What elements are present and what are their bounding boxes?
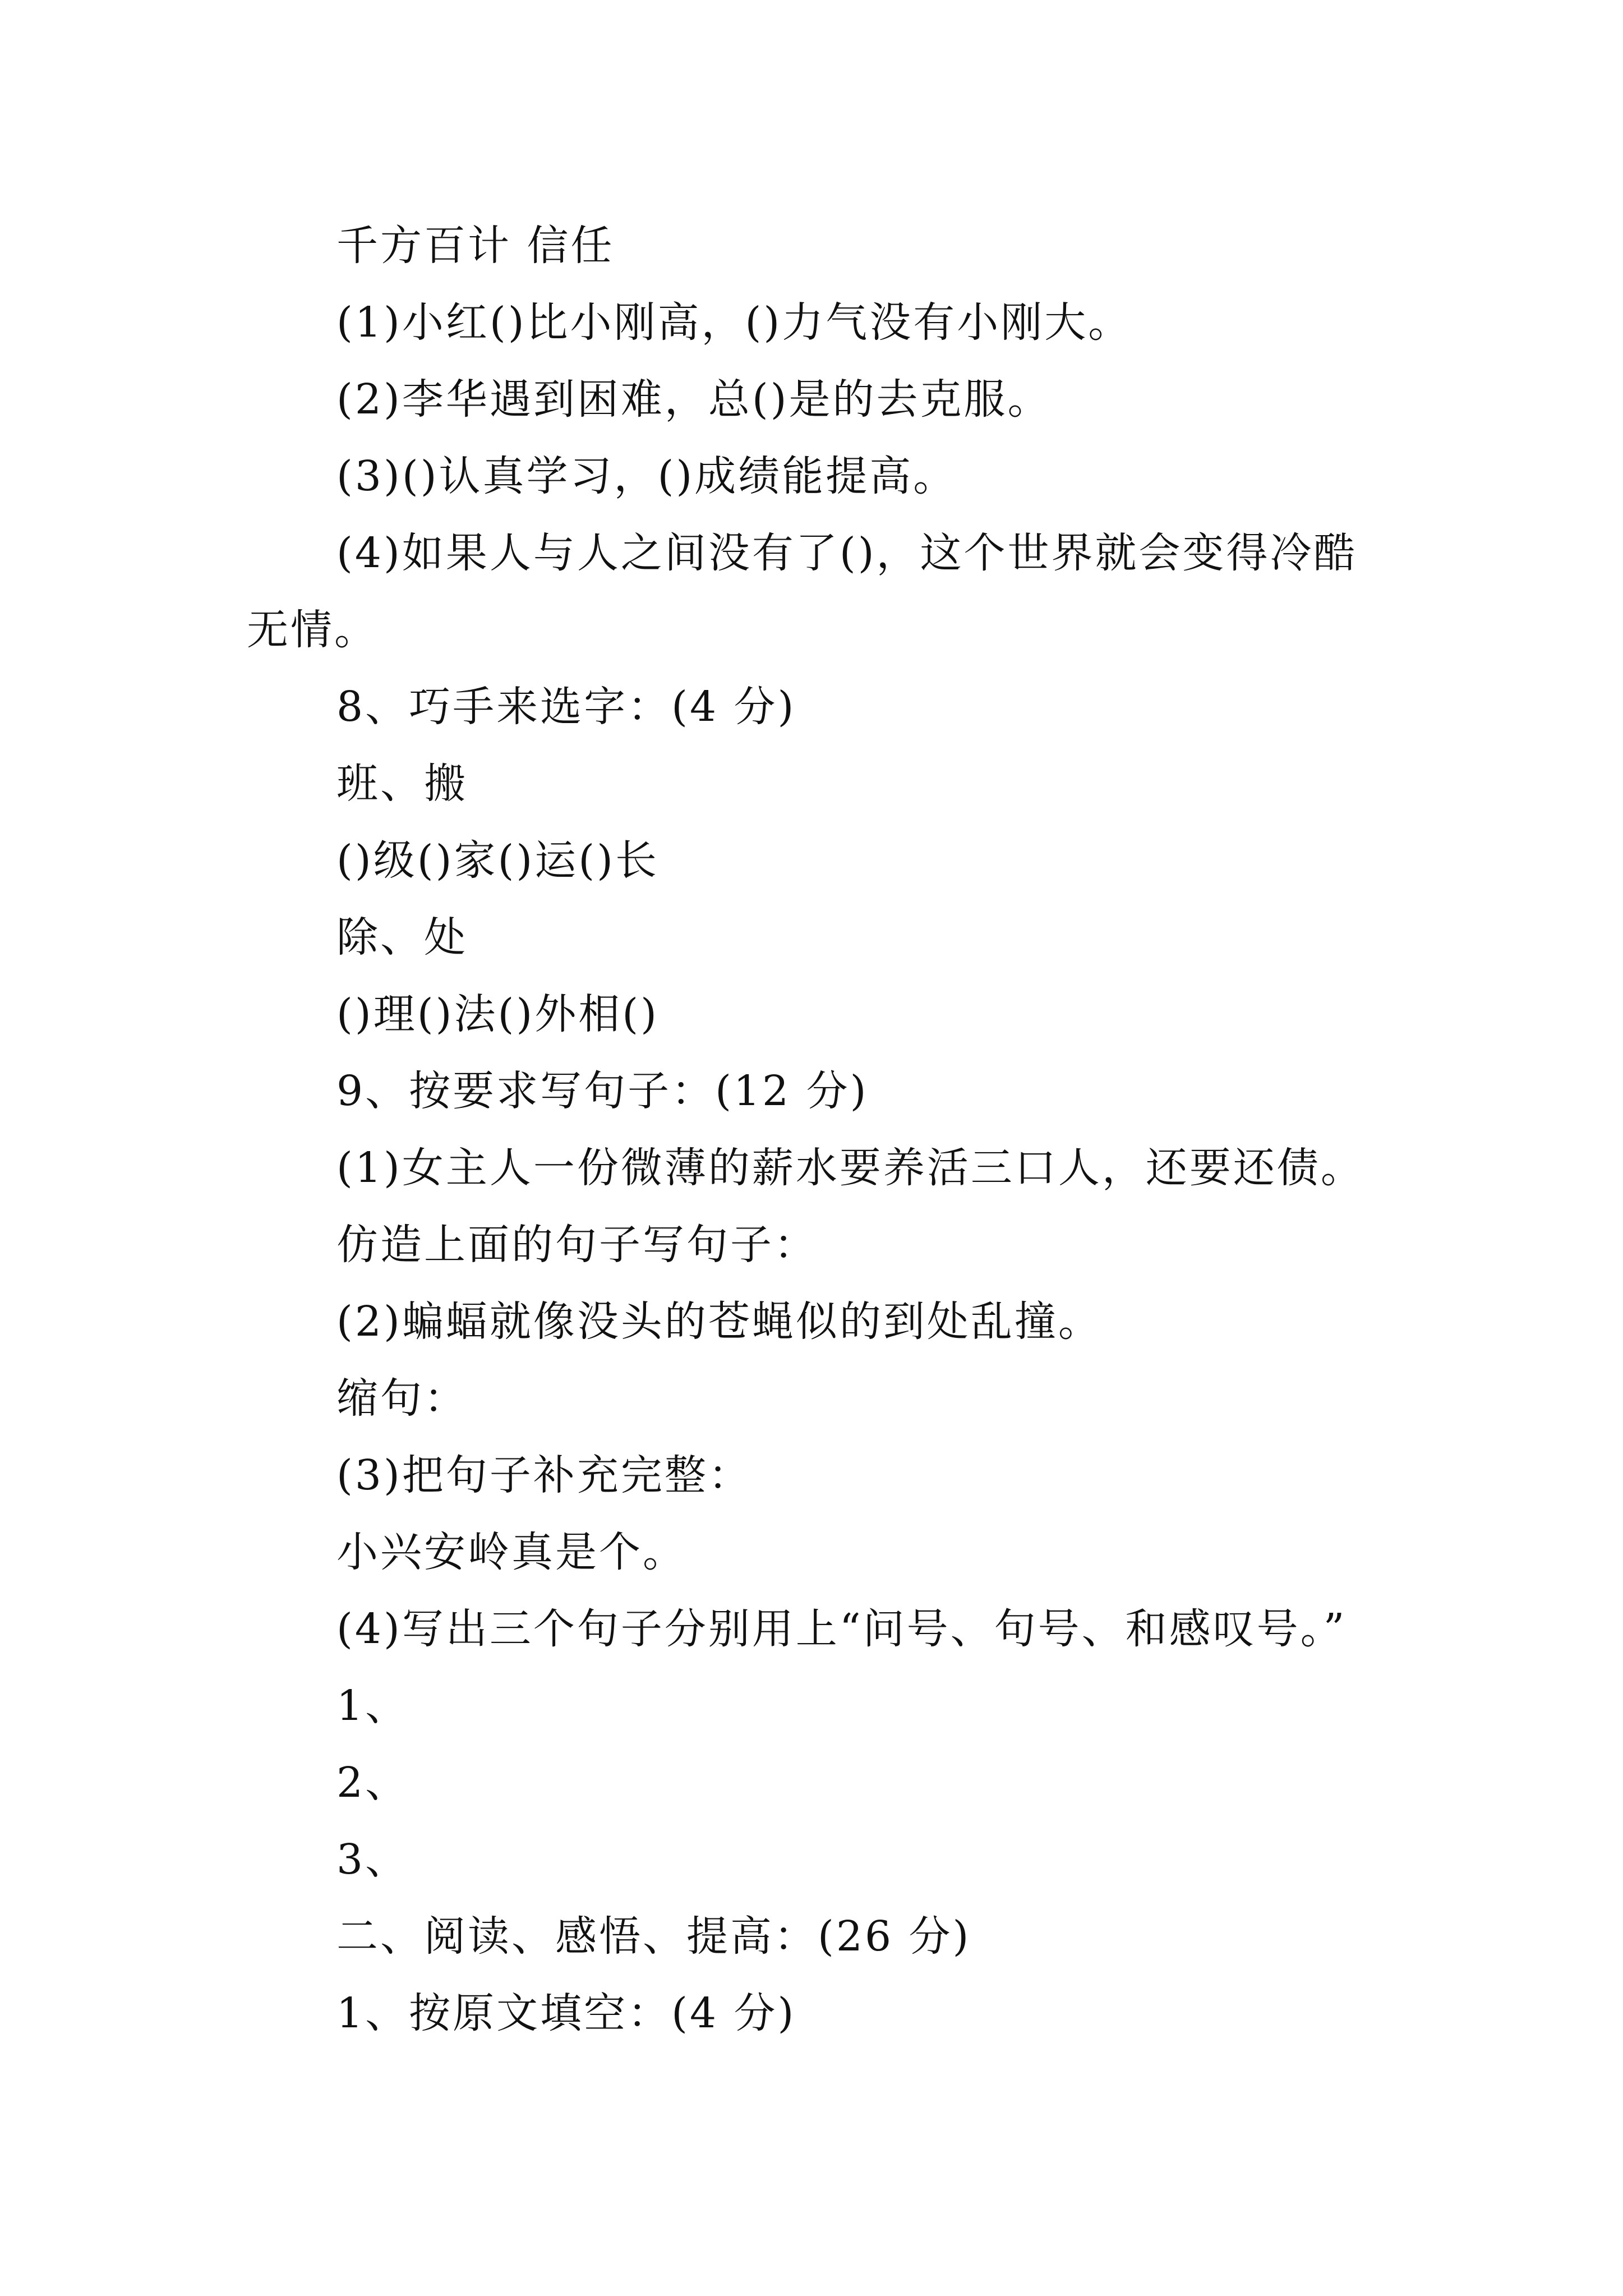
section-heading: 8、巧手来选字：(4 分) — [336, 683, 796, 731]
section-heading: 1、按原文填空：(4 分) — [336, 1989, 796, 2037]
question-line: (3)把句子补充完整： — [336, 1451, 752, 1499]
instruction-line: 缩句： — [336, 1374, 468, 1423]
answer-line: 2、 — [336, 1759, 409, 1807]
question-line: (1)小红()比小刚高，()力气没有小刚大。 — [336, 298, 1132, 347]
question-line: (4)写出三个句子分别用上“问号、句号、和感叹号。” — [336, 1605, 1347, 1653]
section-heading: 二、阅读、感悟、提高：(26 分) — [336, 1912, 971, 1961]
word-bank-line: 班、搬 — [336, 760, 468, 808]
document-body — [247, 208, 1396, 2052]
word-bank-line: 千方百计 信任 — [336, 222, 615, 270]
question-line: (3)()认真学习，()成绩能提高。 — [336, 452, 957, 500]
question-line: (4)如果人与人之间没有了()，这个世界就会变得冷酷 — [336, 529, 1358, 577]
question-line: 小兴安岭真是个。 — [336, 1528, 686, 1576]
question-line: ()级()家()运()长 — [336, 836, 659, 885]
question-line-continuation: 无情。 — [247, 606, 378, 654]
question-line: (2)李华遇到困难，总()是的去克服。 — [336, 375, 1052, 424]
question-line: ()理()法()外相() — [336, 990, 659, 1038]
answer-line: 1、 — [336, 1682, 409, 1730]
question-line: (1)女主人一份微薄的薪水要养活三口人，还要还债。 — [336, 1144, 1364, 1192]
answer-line: 3、 — [336, 1835, 409, 1884]
section-heading: 9、按要求写句子：(12 分) — [336, 1067, 869, 1115]
question-line: (2)蝙蝠就像没头的苍蝇似的到处乱撞。 — [336, 1297, 1102, 1346]
instruction-line: 仿造上面的句子写句子： — [336, 1221, 818, 1269]
word-bank-line: 除、处 — [336, 913, 468, 961]
